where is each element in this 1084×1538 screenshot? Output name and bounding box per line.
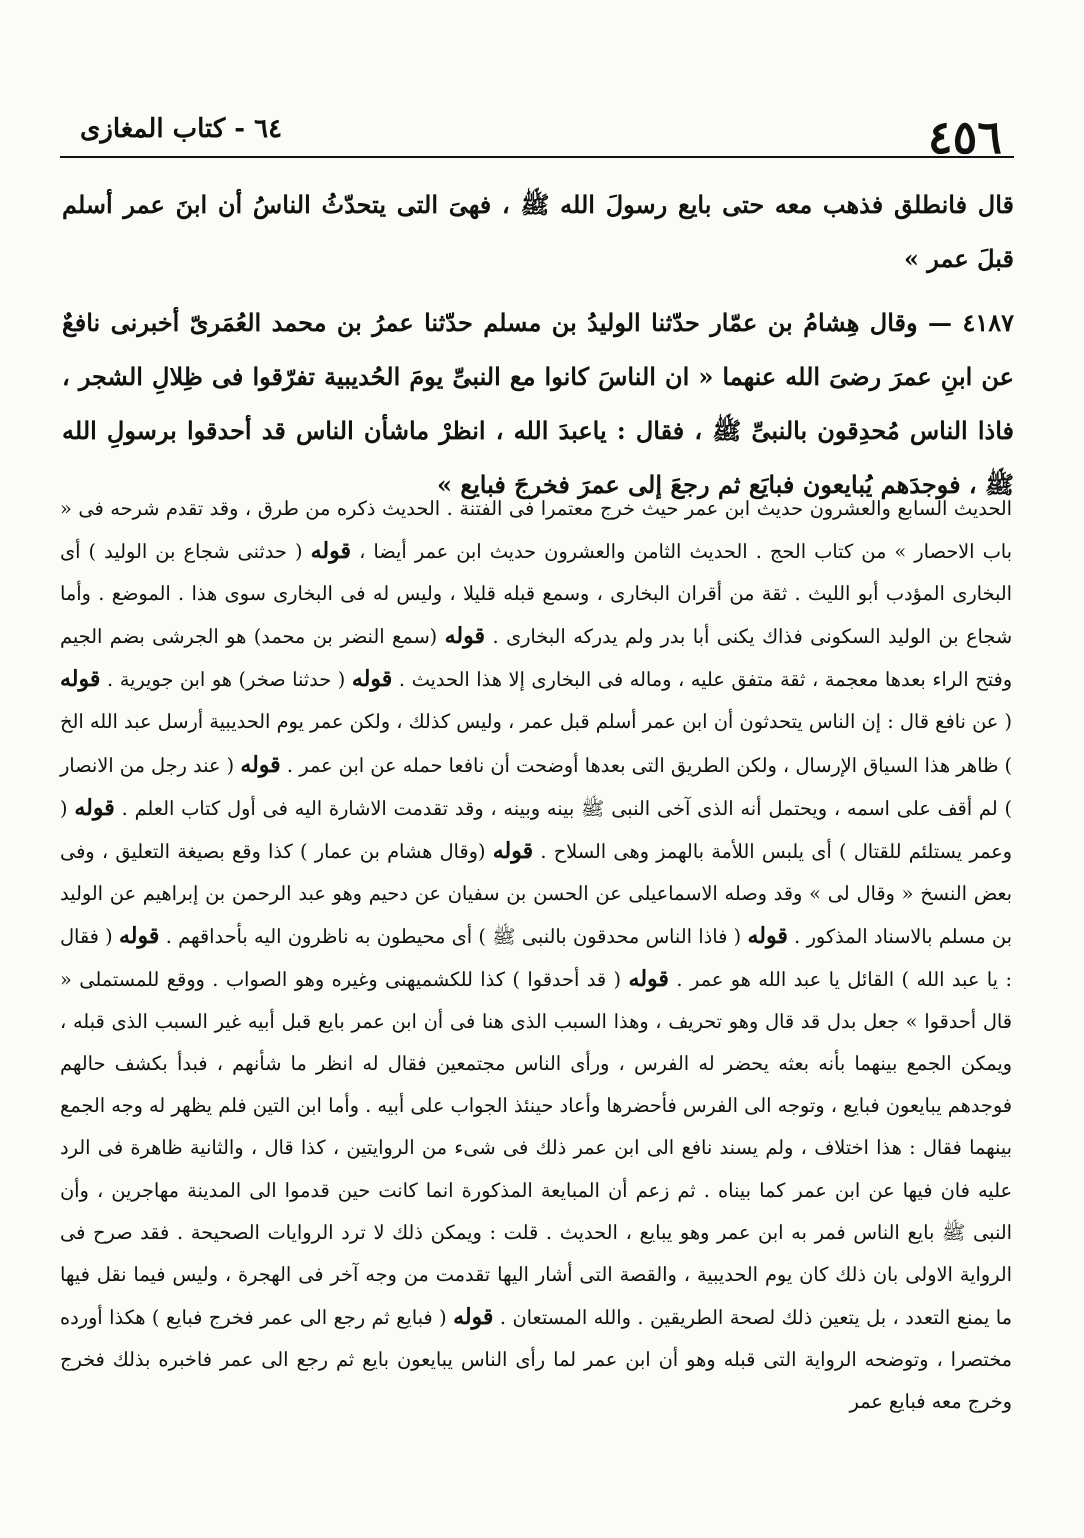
commentary-text: ( وعمر يستلئم للقتال ) أى يلبس اللأمة بالهمز وهى السلاح . [60, 796, 1012, 863]
qawluhu-marker: قوله [351, 666, 393, 693]
hadith-4187 [62, 296, 1014, 512]
page-header [60, 86, 1014, 164]
running-title: ٦٤ - كتاب المغازى [80, 114, 283, 144]
commentary-text: ( قد أحدقوا ) كذا للكشميهنى وغيره وهو الصواب . ووقع للمستملى « قال أحدقوا » جعل بدل قد قال وهو تحريف ، وهذا السبب الذى هنا فى أن ابن عمر بايع قبل أبيه غير السبب الذى قبله ، ويمكن الجمع بينهما بأنه بعثه يحضر له الفرس ، ورأى الناس مجتمعين فقال له انظر ما شأنهم ، فبدأ بكشف حالهم فوجدهم يبايعون فبايع ، وتوجه الى الفرس فأحضرها وأعاد حينئذ الجواب على أبيه . وأما ابن التين فلم يظهر له وجه الجمع بينهما فقال : هذا اختلاف ، ولم يسند نافع الى ابن عمر ذلك فى شىء من الروايتين ، كذا قال ، والثانية ظاهرة فى الرد عليه فان فيها عن ابن عمر كما بيناه . ثم زعم أن المبايعة المذكورة انما كانت حين قدموا الى المدينة مهاجرين ، وأن النبى ﷺ بايع الناس فمر به ابن عمر وهو يبايع ، الحديث . قلت : ويمكن ذلك لا ترد الروايات الصحيحة . فقد صرح فى الرواية الاولى بان ذلك كان يوم الحديبية ، والقصة التى أشار اليها تقدمت من وجه آخر فى الهجرة ، وليس فيما نقل فيها ما يمنع التعدد ، بل يتعين ذلك لصحة الطريقين . والله المستعان . [60, 968, 1012, 1329]
commentary-text: ( فبايع ثم رجع الى عمر فخرج فبايع ) هكذا أورده مختصرا ، وتوضحه الرواية التى قبله وهو أن ابن عمر لما رأى الناس يبايعون بايع ثم رجع الى عمر فاخبره بذلك فخرج وخرج معه فبايع عمر [60, 1305, 1012, 1413]
hadith-continuation: قال فانطلق فذهب معه حتى بايع رسولَ الله ﷺ ، فهىَ التى يتحدّثُ الناسُ أن ابنَ عمر أسلم قبلَ عمر » [62, 190, 1014, 273]
qawluhu-marker: قوله [492, 837, 534, 864]
commentary-text: ( فقال : يا عبد الله ) القائل يا عبد الله هو عمر . [60, 924, 1012, 992]
spacer [62, 286, 1014, 296]
commentary-text: (وقال هشام بن عمار ) كذا وقع بصيغة التعليق ، وفى بعض النسخ « وقال لى » وقد وصله الاسماعيلى عن الحسن بن سفيان عن دحيم وهو عبد الرحمن بن إبراهيم عن الوليد بن مسلم بالاسناد المذكور . [60, 839, 1012, 948]
hadith-text-block [62, 178, 1014, 512]
qawluhu-marker: قوله [60, 666, 101, 693]
qawluhu-marker: قوله [628, 966, 669, 993]
commentary-text: (سمع النضر بن محمد) هو الجرشى بضم الجيم وفتح الراء بعدها معجمة ، ثقة متفق عليه ، وماله فى البخارى إلا هذا الحديث . [60, 625, 1013, 692]
hadith-body: — وقال هِشامُ بن عمّار حدّثنا الوليدُ بن مسلم حدّثنا عمرُ بن محمد العُمَرىّ أخبرنى نافعٌ عن ابنِ عمرَ رضىَ الله عنهما « ان الناسَ كانوا مع النبىِّ يومَ الحُديبية تفرّقوا فى ظِلالِ الشجر ، فاذا الناس مُحدِقون بالنبىِّ ﷺ ، فقال : ياعبدَ الله ، انظرْ ماشأن الناس قد أحدقوا برسولِ الله ﷺ ، فوجدَهم يُبايعون فبايَع ثم رجعَ إلى عمرَ فخرجَ فبايع » [62, 308, 1014, 499]
commentary-paragraph [60, 488, 1012, 1423]
page-number: ٤٥٦ [927, 110, 1002, 164]
qawluhu-marker: قوله [453, 1303, 494, 1330]
commentary-text: ( فاذا الناس محدقون بالنبى ﷺ ) أى محيطون به ناظرون اليه بأحداقهم . [165, 924, 742, 948]
qawluhu-marker: قوله [74, 794, 115, 821]
commentary-text: ( حدثنا صخر) هو ابن جويرية . [106, 668, 346, 692]
commentary-text: ( عن نافع قال : إن الناس يتحدثون أن ابن عمر أسلم قبل عمر ، وليس كذلك ، ولكن عمر يوم الحديبية أرسل عبد الله الخ ) ظاهر هذا السياق الإرسال ، ولكن الطريق التى بعدها أوضحت أن نافعا حمله عن ابن عمر . [60, 710, 1012, 777]
qawluhu-marker: قوله [119, 922, 160, 949]
qawluhu-marker: قوله [240, 751, 281, 778]
commentary-text: ( حدثنى شجاع بن الوليد ) أى البخارى المؤدب أبو الليث . ثقة من أقران البخارى ، وسمع قبله قليلا ، وليس له فى البخارى سوى هذا . الموضع . وأما شجاع بن الوليد السكونى فذاك يكنى أبا بدر ولم يدركه البخارى . [60, 540, 1012, 649]
hadith-number: ٤١٨٧ [962, 308, 1014, 337]
commentary-text: ( عند رجل من الانصار ) لم أقف على اسمه ، ويحتمل أنه الذى آخى النبى ﷺ بينه وبينه ، وقد تقدمت الاشارة اليه فى أول كتاب العلم . [60, 753, 1012, 820]
qawluhu-marker: قوله [310, 538, 351, 565]
commentary-block [60, 488, 1012, 1423]
qawluhu-marker: قوله [747, 922, 788, 949]
commentary-text: الحديث السابع والعشرون حديث ابن عمر حيث خرج معتمرا فى الفتنة . الحديث ذكره من طرق ، وقد تقدم شرحه فى « باب الاحصار » من كتاب الحج . الحديث الثامن والعشرون حديث ابن عمر أيضا ، [60, 497, 1012, 564]
qawluhu-marker: قوله [444, 623, 485, 650]
